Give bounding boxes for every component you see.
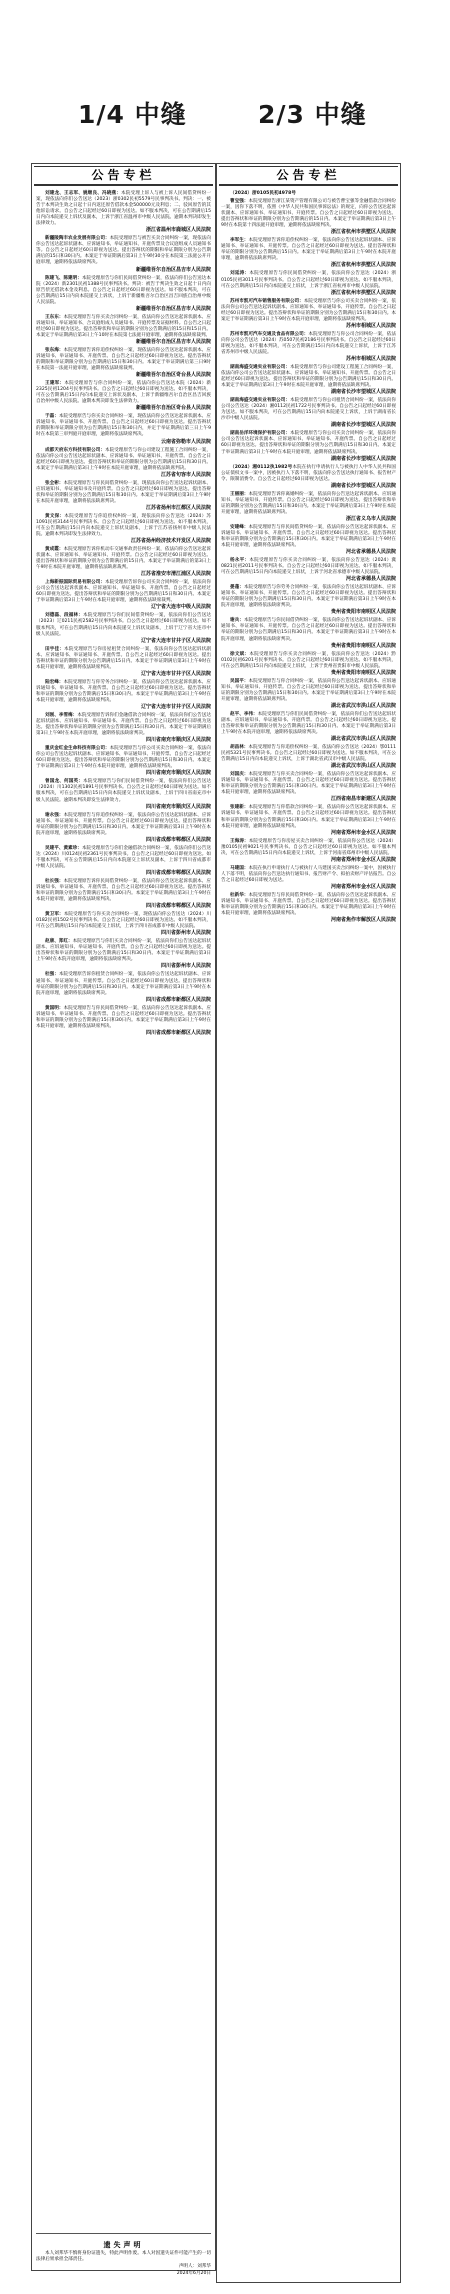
notice-body [221, 585, 396, 609]
notice-item [221, 679, 396, 710]
lost-declaration [32, 2236, 215, 2277]
notice-text: 本院受理原告与你公司买卖合同纠纷一案，依法向你公司公告送达起诉状副本、应诉通知书、举证通知书、开庭传票。自公告之日起经过60日即视为送达。提出答辩状和举证的期限分别为公告期满后15日和30日内。本案定于举证期满后第3日上午9时在本院开庭审理，逾期将依法缺席判决。 [36, 746, 211, 770]
notice-text: 本院受理原告诉你公司买卖合同纠纷一案，依法向你公司公告送达起诉状副本、应诉通知书、举证通知书、开庭传票。自公告之日起经过60日即视为送达。提出答辩状和举证的期限分别为公告期满后15日和30日内。本案定于举证期满后第3日上午9时在本院开庭审理，逾期将依法缺席裁判。 [36, 580, 211, 604]
notice-text: 本院受理原告与你房屋买卖合同纠纷一案，依法向你公告送达（2024）豫0105民初9021号民事判决书。自公告之日起经过60日即视为送达。如不服本判决，可在公告期满后15日内向本院递交上诉状，上诉于河南省郑州市中级人民法院。 [221, 838, 396, 856]
notice-item [36, 879, 211, 910]
notice-body [221, 191, 396, 197]
notice-court: 湖南省长沙市望城区人民法院 [330, 482, 396, 489]
notice-item [221, 465, 396, 490]
notice-party: 陆宏峰： [45, 679, 64, 685]
notice-text: 本院受理原告与你买卖合同纠纷一案，依法向你公告送达（2024）黔0102民初6201号民事判决书。自公告之日起经过60日即视为送达。如不服本判决，可在公告期满后15日内向本院递交上诉状，上诉于贵州省贵阳市中级人民法院。 [221, 651, 396, 669]
notice-text: 本院受理原告与你民间借贷纠纷一案，依法向你公告送达起诉状副本、应诉通知书、举证通知书、开庭传票。自公告之日起经过60日即视为送达。提出答辩状和举证的期限分别为公告期满后15日和30日内。本案定于举证期满后第3日上午9时在本院开庭审理，逾期将依法缺席判决。 [221, 524, 396, 549]
notice-body [36, 813, 211, 837]
notice-court: 河南省郑州市金水区人民法院 [330, 883, 396, 890]
notice-text: 本院受理原告与你追偿权纠纷一案，现依法向你公告送达（2024）苏1091民初3144号民事判决书。自公告之日起经过60日即视为送达。如不服本判决，可在公告期满后15日内向本院递交上诉状及副本，上诉于江苏省扬州市中级人民法院。逾期本判决即发生法律效力。 [36, 513, 211, 538]
notice-court: 四川省彭州市人民法院 [160, 963, 211, 970]
notice-text: 本院受理原告与你民间借贷纠纷一案，依法向你公告送达起诉状副本、应诉通知书、举证通知书、开庭传票。自公告之日起经过60日即视为送达。提出答辩状和举证的期限分别为公告期满后15日和30日内。本案定于举证期满后第3日上午9时在本院开庭审理，逾期将依法缺席判决。 [221, 618, 396, 642]
notice-item [36, 547, 211, 578]
notice-court: 辽宁省大连市甘井子区人民法院 [140, 670, 211, 677]
notice-body [36, 912, 211, 930]
notice-item [36, 514, 211, 545]
notice-party: 王丽丽： [230, 491, 249, 497]
notice-court: 新疆维吾尔自治区昌吉市人民法院 [135, 338, 211, 345]
notice-item [221, 772, 396, 803]
notice-text: 本院受理原告与你追偿权纠纷一案，依法向你公告送达（2024）鄂0111民初5321号民事判决书。自公告之日起经过60日即视为送达。如不服本判决，可在公告期满后15日内向本院递交上诉状，上诉于湖北省武汉市中级人民法院。 [221, 745, 396, 763]
notice-text: 本院受理原告与你们民间借贷纠纷一案，依法向你们公告送达（2024）川1302民初1891号民事判决书。自公告之日起经过60日即视为送达。如不服本判决，可在公告期满后15日内向本院递交上诉状及副本，上诉于四川省南充市中级人民法院。逾期本判决即发生法律效力。 [36, 779, 211, 803]
notice-court: 浙江省义乌市人民法院 [345, 515, 396, 522]
notice-party: 胡昌林： [230, 745, 249, 751]
notice-court: 湖北省武汉市洪山区人民法院 [330, 736, 396, 743]
notice-body [221, 558, 396, 576]
notice-body [36, 879, 211, 903]
notice-court: 四川省成都市郫都区人民法院 [145, 836, 211, 843]
declaration-signer: 声明人：刘邦华 [178, 2264, 211, 2269]
notice-party: 张全彬： [45, 480, 64, 486]
notice-party: 黄文保： [45, 513, 65, 519]
notice-body [221, 238, 396, 262]
notice-party: 张建新： [230, 805, 249, 811]
notice-body [36, 846, 211, 870]
notice-body [36, 647, 211, 671]
notice-court: 湖北省武汉市洪山区人民法院 [330, 763, 396, 770]
notice-text: 本院受理原告与你们民间借贷纠纷一案，依法向你们公告送达（2023）辽0211民初2582号民事判决书。自公告之日起经过60日即视为送达。如不服本判决，可在公告期满后15日内向本院递交上诉状及副本，上诉于辽宁省大连市中级人民法院。 [36, 613, 211, 637]
column-header: 公告专栏 [34, 166, 213, 186]
notice-court: 四川省彭州市人民法院 [160, 930, 211, 937]
notice-text: 本院受理原告与你公司建设工程施工合同纠纷一案，依法向你公司公告送达起诉状副本、应诉通知书、举证通知书、开庭传票。自公告之日起经过60日即视为送达。提出答辩状和举证的期限分别为公告期满后15日和30日内。本案定于举证期满后第3日上午9时在本院开庭审理，逾期将依法缺席判决。 [221, 364, 396, 389]
notice-text: 本院在执行申请执行人与被执行人中华人民共和国公证债权文书一案中，因被执行人下落不明，依法向你公告送达执行通知书、报告财产令、限制消费令。自公告之日起经过60日即视为送达。 [221, 464, 396, 482]
notice-body [221, 745, 396, 763]
notice-court: 湖南省长沙市望城区人民法院 [330, 422, 396, 429]
notice-item [221, 839, 396, 864]
notice-party: 黄国明： [45, 1005, 64, 1011]
notice-item [221, 299, 396, 330]
notice-text: 本院受理原告与你民间借贷纠纷一案，依法向你公告送达起诉状副本、应诉通知书、举证通知书、开庭传票。自公告之日起经过60日即视为送达。提出答辩状和举证的期限分别为公告期满后15日和30日内。本案定于举证期满后第3日上午9时在本院开庭审理，逾期将依法缺席判决。 [221, 892, 396, 917]
notice-court: 新疆维吾尔自治区昌吉市人民法院 [135, 305, 211, 312]
notice-court: 湖南省长沙市望城区人民法院 [330, 455, 396, 462]
notice-court: 四川省成都市新都区人民法院 [145, 1029, 211, 1036]
notice-party: 黄卫军： [45, 912, 64, 918]
notice-party: 刘德磊、段福林： [45, 613, 83, 619]
notice-text: 本院受理原告与你民间借贷纠纷一案，现依法向你公告送达起诉状副本、应诉通知书、举证通知书及开庭传票。自公告之日起经过60日即视为送达。提出答辩状和举证的期限分别为公告期满后15日和30日内。本案定于举证期满后第3日上午9时在本院开庭审理，逾期将依法缺席判决。 [36, 480, 211, 504]
notice-body [36, 713, 211, 737]
notice-party: 刘刚、李雪梅： [45, 713, 78, 718]
notice-column-right [216, 163, 401, 2283]
notice-body [36, 414, 211, 438]
notice-item [36, 315, 211, 346]
notice-item [36, 939, 211, 970]
notice-text: 本院受理原告与你房屋租赁合同纠纷一案，依法向你公告送达起诉状副本、应诉通知书、举证通知书、开庭传票。自公告之日起经过60日即视为送达。提出答辩状和举证的期限分别为公告期满后15日内。本案定于举证期满后第3日上午9时在本院开庭审理，逾期将依法缺席判决。 [36, 646, 211, 670]
notice-court: 新疆维吾尔自治区昌吉市人民法院 [135, 266, 211, 273]
notice-body [36, 236, 211, 266]
notice-body [221, 271, 396, 289]
notice-court: 苏州市相城区人民法院 [345, 355, 396, 362]
notice-party: 吴国平： [230, 678, 249, 684]
notice-court: 江苏省扬州经济技术开发区人民法院 [130, 538, 211, 545]
notice-court: 浙江省杭州市拱墅区人民法院 [330, 229, 396, 236]
notice-party: 上海新振国际贸易有限公司： [45, 580, 105, 586]
notice-item [36, 414, 211, 445]
notice-item [36, 448, 211, 479]
notice-body [221, 365, 396, 389]
notice-court: 四川省成都市郫都区人民法院 [145, 903, 211, 910]
notice-body [36, 191, 211, 227]
notice-item [36, 647, 211, 678]
notice-party: 陈建飞、陈建明： [45, 275, 82, 281]
fold-label-quarter: 1/4 中缝 [78, 100, 187, 129]
notice-item [36, 191, 211, 234]
notice-item [221, 492, 396, 523]
notice-text: 本院受理原告与你买卖合同纠纷一案，现依法向你公告送达（2024）川0182民初1502号民事判决书。自公告之日起经过60日即视为送达。如不服本判决，可在公告期满后15日内向本院递交上诉状，上诉于四川省成都市中级人民法院。 [36, 912, 211, 930]
notice-text: 本院受理原告与你们民间借贷纠纷一案，依法向你们公告送达本院（2024）新2301民初1388号民事判决书。判决：被告于判决生效之日起十日内向原告偿还借款本金及利息。自公告之日起经过60日即视为送达。如不服本判决，可在公告期满后15日内向本院递交上诉状，上诉于新疆维吾尔自治区昌吉回族自治州中级人民法院。 [36, 275, 211, 305]
notice-court: 河南省郑州市金水区人民法院 [330, 829, 396, 836]
notice-body [36, 315, 211, 339]
notice-court: 苏州市相城区人民法院 [345, 322, 396, 329]
notice-body [221, 772, 396, 796]
notice-court: 浙江省杭州市拱墅区人民法院 [330, 262, 396, 269]
notice-body [36, 547, 211, 571]
notice-text: 本院受理原告与你公司买卖合同纠纷一案，依法向你公司公告送达起诉状副本、应诉通知书、举证通知书、开庭传票。自公告之日起经过60日即视为送达。提出答辩状和举证的期限分别为公告期满后15日和30日内。本案定于举证期满后第3日上午9时在本院开庭审理，逾期将依法缺席判决。 [221, 298, 396, 322]
notice-body [221, 431, 396, 455]
notice-party: 王建军： [45, 381, 65, 387]
notice-party: 谢永强： [45, 812, 64, 818]
notice-text: 本院受理原告与你追偿权纠纷一案，依法向你公告送达起诉状副本、应诉通知书、举证通知书、开庭传票。自公告之日起经过60日即视为送达。提出答辩状和举证的期限分别为公告期满后15日和30日内。本案定于举证期满后第3日上午9时在本院开庭审理，逾期将依法缺席判决。 [36, 812, 211, 836]
notice-item [221, 893, 396, 924]
notice-party: （2024）浙0105民初4978号 [230, 191, 296, 196]
notice-party: 徐文斌： [230, 651, 250, 657]
column-divider [36, 2233, 211, 2234]
notice-text: 本院受理原告与你买卖合同纠纷一案，依法向你公告送达起诉状副本、应诉通知书、举证通知书、合议庭组成人员通知书、开庭传票及证据材料。自公告之日起经过60日即视为送达。提出答辩状和举证的期限分别为公告期满后的15日和15日内。本案定于举证期满后第3日上午10时在本院第七法庭开庭审理，逾期将依法缺席裁判。 [36, 314, 211, 338]
notice-court: 云南省弥勒市人民法院 [160, 438, 211, 445]
notice-party: 黄成霞： [45, 547, 64, 553]
notice-court: 四川省成都市新都区人民法院 [145, 996, 211, 1003]
notice-court: 新疆维吾尔自治区奇台县人民法院 [135, 372, 211, 379]
notice-court: 四川省南充市顺庆区人民法院 [145, 737, 211, 744]
notice-body [221, 712, 396, 736]
notice-party: 赵平、李伟： [230, 711, 258, 717]
notice-body [36, 972, 211, 996]
notice-text: 本院受理原告与你合同纠纷一案，依法向你公告送达起诉状副本、应诉通知书、举证通知书、开庭传票。自公告之日起经过60日即视为送达。提出答辩状和举证的期限分别为公告期满后15日和30日内。本案定于举证期满后第3日上午9时在本院开庭审理，逾期将依法缺席判决。 [221, 678, 396, 702]
notice-body [221, 618, 396, 642]
notice-body [36, 939, 211, 963]
notice-item [36, 613, 211, 644]
notice-text: 本院受理原告诉你租赁合同纠纷一案，依法向你公告送达起诉状副本、应诉通知书、举证通知书、开庭传票。自公告之日起经过60日即视为送达。提出答辩状和举证的期限分别为公告期满后15日和30日内。本案定于举证期满后第3日上午9时在本院开庭审理，逾期将依法缺席判决。 [36, 972, 211, 996]
notice-party: 王东东： [45, 314, 64, 320]
notice-court: 湖南省长沙市望城区人民法院 [330, 389, 396, 396]
notice-party: 李军生： [230, 238, 249, 244]
notice-body [221, 866, 396, 884]
notice-item [36, 680, 211, 711]
notice-text: 本院在执行申请执行人与被执行人马建国买卖合同纠纷一案中，因被执行人下落不明，依法向你公告送达执行通知书、报告财产令、拟拍卖财产评估报告。自公告之日起经过60日即视为送达。 [221, 865, 396, 883]
declaration-date: 2024年6月20日 [176, 2271, 211, 2276]
notice-text: 本院受理原告诉你追偿权纠纷一案，现依法向你公告送达起诉状副本、应诉通知书、举证通知书、开庭传票。自公告之日起经过60日即视为送达。提出答辩状的期限和举证期限分别为公告期满后15日和30日内。本案定于举证期满后第三日9时在本院第一法庭开庭审理，逾期将依法缺席裁判。 [36, 347, 211, 372]
notice-item [36, 912, 211, 937]
notice-court: 贵州省贵阳市南明区人民法院 [330, 669, 396, 676]
notice-text: 本院受理原告与你劳务合同纠纷一案，依法向你公告送达起诉状副本、应诉通知书、举证通知书、开庭传票。自公告之日起经过60日即视为送达。提出答辩状和举证的期限分别为公告期满后15日和30日内。本案定于举证期满后第3日上午9时在本院开庭审理，逾期将依法缺席判决。 [221, 585, 396, 609]
notice-party: 湖南海盛交通实业有限公司： [230, 364, 290, 370]
notice-list [32, 188, 215, 2231]
notice-party: 杜强： [45, 972, 59, 978]
notice-body [221, 199, 396, 229]
notice-party: 杜新华： [230, 892, 249, 898]
notice-item [221, 271, 396, 296]
notice-body [36, 746, 211, 770]
notice-court: 河北省承德县人民法院 [345, 549, 396, 556]
notice-court: 江西省南昌市新建区人民法院 [330, 796, 396, 803]
notice-item [36, 813, 211, 844]
notice-item [221, 431, 396, 462]
notice-body [221, 525, 396, 549]
notice-body [36, 481, 211, 505]
notice-court: 四川省南充市顺庆区人民法院 [145, 803, 211, 810]
notice-text: 本院受理原告诉你追偿权纠纷一案，依法向你公告送达起诉状副本、应诉通知书、举证通知书、开庭传票。自公告之日起经过60日即视为送达。提出答辩状和举证的期限分别为公告期满后15日内。本案定于举证期满后第3日上午9时在本院开庭审理，逾期将依法缺席判决。 [221, 238, 396, 262]
notice-party: 安建峰： [230, 524, 249, 530]
notice-item [221, 398, 396, 429]
notice-party: 重庆金红金生命科技有限公司： [45, 746, 110, 752]
notice-text: 本院受理原告与你公司买卖合同纠纷一案，依法向你公司公告送达起诉状副本、应诉通知书、举证通知书、开庭传票。自公告之日起经过60日即视为送达。提出答辩状和举证的期限分别为公告期满后15日和30日内。本案定于举证期满后第3日上午9时在本院开庭审理，逾期将依法缺席判决。 [221, 431, 396, 455]
notice-party: 湖南岳洋环境保护有限公司： [230, 431, 290, 437]
notice-party: 新疆陵陶丰农业发展有限公司： [45, 236, 110, 242]
notice-body [221, 893, 396, 917]
notice-text: 本院受理原告诉你民间借贷纠纷一案，依法向你公告送达起诉状副本、应诉通知书、举证通知书、开庭传票。自公告之日起经过60日即视为送达。提出答辩状和举证的期限分别为公告期满后15日和30日内。本案定于举证期满后第3日上午9时在本院开庭审理，逾期将依法缺席判决。 [36, 878, 211, 903]
notice-court: 四川省南充市顺庆区人民法院 [145, 770, 211, 777]
notice-body [36, 1006, 211, 1030]
notice-text: 本院受理原告与被告买卖合同纠纷一案，现依法向你公告送达起诉状副本、应诉通知书、举证通知书、开庭传票及合议庭组成人员通知书等。自公告之日起经过60日即视为送达。提出答辩状的期限和举证期限分别为公告期满后的15日和30日内。本案定于举证期满后第3日上午9时30分在本院第三法庭公开开庭审理，逾期将依法缺席判决。 [36, 236, 211, 266]
notice-body [36, 580, 211, 604]
notice-text: 本院受理原告与你买卖合同纠纷一案，依法向你公告送达起诉状副本、应诉通知书、举证通知书、开庭传票。自公告之日起经过60日即视为送达。提出答辩状和举证的期限分别为公告期满后15日和30日内。本案定于举证期满后第3日上午9时在本院开庭审理，逾期将依法缺席判决。 [221, 772, 396, 796]
notice-party: 吴建平、黄素珍： [45, 845, 82, 851]
notice-party: 成都天府东方科技有限公司： [45, 447, 105, 453]
notice-item [36, 348, 211, 379]
notice-body [221, 332, 396, 356]
notice-item [36, 746, 211, 777]
notice-item [36, 580, 211, 611]
notice-column-left [31, 163, 216, 2276]
notice-party: 王海涛： [230, 838, 249, 844]
notice-party: 于磊： [45, 414, 59, 420]
notice-item [36, 236, 211, 273]
notice-item [36, 972, 211, 1003]
notice-item [221, 652, 396, 677]
notice-text: 本院受理原告与你买卖合同纠纷一案，现依法向你公告送达起诉状副本、应诉通知书、举证通知书、开庭传票。自公告之日起经过60日即视为送达。提出答辩状的期限和举证期限分别为公告期满后15日和30日内，并定于举证期满后第三日上午9时在本院第三审判庭开庭审理，逾期将依法缺席判决。 [36, 414, 211, 438]
notice-body [221, 679, 396, 703]
notice-text: 本院受理原告与你们民间借贷纠纷一案，依法向你们公告送达起诉状副本、应诉通知书、举证通知书、开庭传票。自公告之日起经过60日即视为送达。提出答辩状和举证的期限分别为公告期满后15日和30日内。本案定于举证期满后第3日上午9时在本院开庭审理，逾期将依法缺席判决。 [221, 711, 396, 736]
notice-item [221, 805, 396, 836]
notice-party: 赵康、郑红： [45, 939, 73, 945]
notice-party: 湖南海盛交通实业有限公司： [230, 398, 290, 404]
notice-body [36, 381, 211, 405]
notice-item [36, 779, 211, 810]
notice-item [221, 866, 396, 891]
notice-item [221, 191, 396, 197]
notice-party: 刘延涛： [230, 271, 250, 277]
notice-party: 田宇佳： [45, 646, 64, 652]
notice-court: 新疆维吾尔自治区奇台县人民法院 [135, 405, 211, 412]
notice-court: 江苏省句容市人民法院 [160, 471, 211, 478]
notice-court: 辽宁省大连市甘井子区人民法院 [140, 637, 211, 644]
notice-item [36, 481, 211, 512]
notice-text: 本院受理原告与你劳务合同纠纷一案，依法向你公告送达起诉状副本、应诉通知书、举证通知书、开庭传票。自公告之日起经过60日即视为送达。提出答辩状和举证的期限分别为公告期满后15日和30日内。本案定于举证期满后第3日上午9时在本院开庭审理，逾期将依法缺席判决。 [36, 679, 211, 703]
notice-item [221, 332, 396, 363]
notice-text: 本院受理原告与你们买卖合同纠纷一案，依法向你们公告送达起诉状副本、应诉通知书、举证通知书、开庭传票。自公告之日起经过60日即视为送达。提出答辩状和举证的期限分别为公告期满后15日和30日内。本案定于举证期满后第3日上午9时在本院开庭审理，逾期将依法缺席判决。 [36, 939, 211, 963]
notice-body [36, 779, 211, 803]
notice-court: 贵州省贵阳市南明区人民法院 [330, 642, 396, 649]
notice-text: 本院受理原告诉你离婚纠纷一案，依法向你公告送达起诉状副本、应诉通知书、举证通知书、开庭传票。自公告之日起经过60日即视为送达。提出答辩状和举证的期限分别为公告期满后15日和30日内。本案定于举证期满后第3日上午9时在本院开庭审理，逾期将依法缺席判决。 [221, 491, 396, 515]
notice-item [221, 525, 396, 556]
notice-item [221, 712, 396, 743]
notice-body [36, 448, 211, 472]
notice-party: 马建国： [230, 865, 249, 871]
notice-court: 辽宁省大连市甘井子区人民法院 [140, 704, 211, 710]
notice-item [221, 618, 396, 649]
notice-party: 刘国庆： [230, 772, 249, 778]
notice-party: 曹宝强： [230, 199, 249, 205]
notice-text: 本院受理原告浙江某资产管理有限公司与被告曹宝强等金融借款合同纠纷一案，因你下落不明，依照《中华人民共和国民事诉讼法》的规定，向你公告送达起诉状副本、应诉通知书、举证通知书、开庭传票。自公告之日起经过60日即视为送达。提出答辩状和举证的期限分别为公告期满后的15日内。本案定于举证期满后第3日上午9时在本院第十四法庭开庭审理，逾期将依法缺席判决。 [221, 199, 396, 229]
notice-text: 本院受理原告与你公司建设工程施工合同纠纷一案，依法向你公司公告送达起诉状副本、应诉通知书、举证通知书、开庭传票。自公告之日起经过60日即视为送达。提出答辩状和举证的期限分别为公告期满后15日和30日内。本案定于举证期满后第3日上午9时在本院开庭审理，逾期将依法缺席判决。 [36, 447, 211, 471]
notice-body [36, 276, 211, 306]
notice-item [221, 199, 396, 236]
notice-body [221, 465, 396, 483]
notice-court: 辽宁省大连市中级人民法院 [150, 604, 211, 611]
notice-text: 本院受理原告诉你们金融借款合同纠纷一案，依法向你们公告送达起诉状副本、应诉通知书、举证通知书、开庭传票。自公告之日起经过60日即视为送达。提出答辩状和举证的期限分别为公告期满后15日和30日内。本案定于举证期满后第3日上午9时在本院开庭审理，逾期将依法缺席判决。 [36, 713, 211, 737]
notice-item [36, 713, 211, 744]
notice-body [36, 348, 211, 372]
declaration-title: 遗失声明 [103, 2241, 144, 2249]
notice-party: 苏州市凯可汽车交通及食品有限公司： [230, 331, 309, 337]
notice-court: 河南省焦作市解放区人民法院 [330, 917, 396, 924]
notice-court: 江苏省扬州市江都区人民法院 [145, 504, 211, 511]
notice-party: （2024）湘0112执1982号 [230, 464, 293, 470]
column-header: 公告专栏 [219, 166, 398, 186]
notice-court: 河北省承德县人民法院 [345, 576, 396, 583]
notice-text: 本院受理原告与你合同纠纷一案，依法向你公告送达本院（2024）新2325民初1204号民事判决书。自公告之日起经过60日即视为送达。如不服本判决，可在公告期满后15日内向本院递交上诉状及副本，上诉于新疆维吾尔自治区昌吉回族自治州中级人民法院。逾期本判决即发生法律效力。 [36, 381, 211, 405]
notice-body [36, 680, 211, 704]
notice-item [221, 585, 396, 616]
notice-court: 浙江省杭州市拱墅区人民法院 [330, 289, 396, 296]
notice-text: 本院受理上诉人与被上诉人民间借贷纠纷一案，现依法向你们公告送达（2023）浙0302民初5579号民事判决书。判决：一、被告于本判决生效之日起十日内返还原告借款本金500000元及利息；二、驳回原告的其他诉讼请求。自公告之日起经过60日即视为送达。如不服本判决，可在公告期满后15日内向本院递交上诉状及副本，上诉于浙江省温州市中级人民法院。逾期本判决即发生法律效力。 [36, 191, 211, 227]
notice-body [221, 492, 396, 516]
notice-item [36, 1006, 211, 1037]
notice-body [221, 299, 396, 323]
notice-court: 四川省成都市郫都区人民法院 [145, 869, 211, 876]
notice-body [36, 514, 211, 538]
notice-court: 江苏省淮安市清江浦区人民法院 [140, 571, 211, 578]
notice-body [221, 805, 396, 829]
notice-party: 刘建龙、王志军、姚继良、冯晓燕： [45, 191, 121, 196]
notice-party: 苏州市凯可汽车销售服务有限公司： [230, 298, 304, 304]
notice-court: 浙江省温州市鹿城区人民法院 [145, 227, 211, 234]
notice-court: 河南省郑州市金水区人民法院 [330, 856, 396, 863]
notice-text: 本院受理原告与你民间借贷纠纷一案，依法向你公告送达（2024）浙0105民初3011号民事判决书。自公告之日起经过60日即视为送达。如不服本判决，可在公告期满后15日内向本院递交上诉状，上诉于浙江省杭州市中级人民法院。 [221, 271, 396, 289]
notice-text: 本院受理原告与你民间借贷纠纷一案，依法向你公告送达起诉状副本、应诉通知书、举证通知书、开庭传票。自公告之日起经过60日即视为送达。提出答辩状和举证的期限分别为公告期满后15日和30日内。本案定于举证期满后第3日上午9时在本院开庭审理，逾期将依法缺席判决。 [36, 1005, 211, 1029]
notice-item [221, 558, 396, 583]
declaration-text: 本人刘邦华不慎将身份证遗失，特此声明作废。本人对因遗失证件可能产生的一切法律后果承担全部责任。 [36, 2251, 211, 2262]
notice-body [221, 398, 396, 422]
notice-text: 本院受理原告与你公司合同纠纷一案，依法向你公司公告送达（2024）苏0507民初2186号民事判决书。自公告之日起经过60日即视为送达。如不服本判决，可在公告期满后15日内向本院递交上诉状，上诉于江苏省苏州市中级人民法院。 [221, 331, 396, 355]
notice-party: 杨永平： [230, 558, 250, 564]
notice-party: 晏蓬： [230, 585, 244, 591]
notice-court: 贵州省贵阳市南明区人民法院 [330, 609, 396, 616]
notice-text: 本院受理原告诉你机动车交通事故责任纠纷一案，依法向你公告送达起诉状副本、应诉通知书、举证通知书、开庭传票。自公告之日起经过60日即视为送达。提出答辩状和举证的期限分别为公告期满后的15日内。本案定于举证期满后的第3日上午9时在本院开庭审理，逾期将依法缺席裁判。 [36, 547, 211, 571]
notice-text: 本院受理原告与你买卖合同纠纷一案，依法向你公告送达（2024）冀0821民初2011号民事判决书。自公告之日起经过60日即视为送达。如不服本判决，可在公告期满后15日内向本院递交上诉状，上诉于河北省承德市中级人民法院。 [221, 558, 396, 576]
notice-body [221, 839, 396, 857]
notice-party: 张东海： [45, 347, 64, 353]
notice-party: 谢兵： [230, 618, 244, 624]
notice-item [221, 238, 396, 269]
notice-body [36, 613, 211, 637]
notice-item [221, 745, 396, 770]
notice-item [36, 846, 211, 877]
notice-party: 曾国龙、何国英： [45, 779, 83, 785]
notice-item [36, 381, 211, 412]
notice-list [217, 188, 400, 2257]
notice-item [221, 365, 396, 396]
notice-text: 本院受理原告与你借款合同纠纷一案，依法向你公告送达起诉状副本、应诉通知书、举证通知书、开庭传票。自公告之日起经过60日即视为送达。提出答辩状和举证的期限分别为公告期满后15日和30日内。本案定于举证期满后第3日上午9时在本院开庭审理，逾期将依法缺席判决。 [221, 805, 396, 829]
notice-court: 湖北省武汉市洪山区人民法院 [330, 702, 396, 709]
fold-label-two-thirds: 2/3 中缝 [258, 100, 367, 129]
notice-party: 杜长强： [45, 878, 64, 884]
notice-body [221, 652, 396, 670]
notice-item [36, 276, 211, 313]
notice-text: 本院受理原告与你们金融借款合同纠纷一案，依法向你们公告送达（2024）川0124民初2361号民事判决书。自公告之日起经过60日即视为送达。如不服本判决，可在公告期满后15日内向本院递交上诉状及副本，上诉于四川省成都市中级人民法院。 [36, 845, 211, 869]
notice-text: 本院受理原告与你公司租赁合同纠纷一案，依法向你公司公告送达（2024）湘0112民初1722号民事判决书。自公告之日起经过60日即视为送达。如不服本判决，可在公告期满后15日内向本院递交上诉状，上诉于湖南省长沙市中级人民法院。 [221, 398, 396, 422]
